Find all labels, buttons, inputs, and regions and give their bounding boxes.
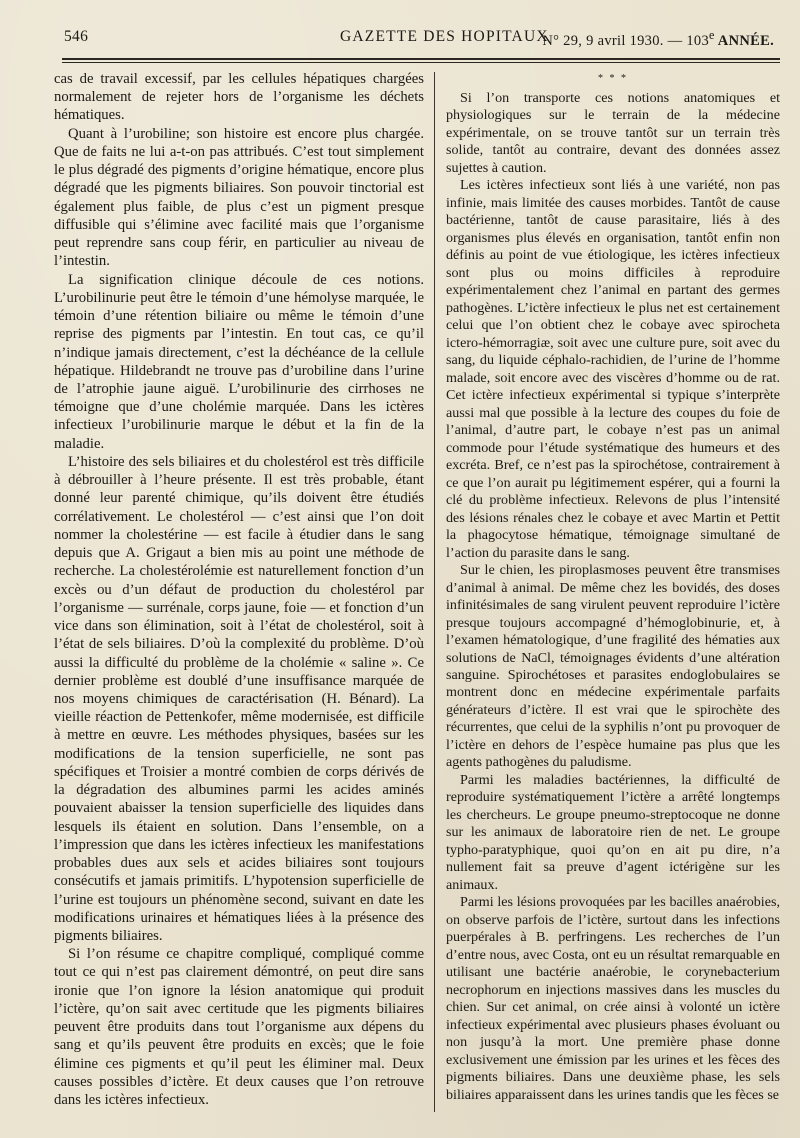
column-divider: [434, 72, 435, 1112]
journal-title: GAZETTE DES HOPITAUX: [340, 28, 549, 45]
paragraph: Parmi les lésions provoquées par les bacilles anaérobies, on observe parfois de l’ictère, surtout dans les infections puerpérales à B. perfringens. Les recherches de l’un d’entre nous, avec Costa, ont eu un résultat remarquable en utilisant une bactérie anaérobie, le corynebacterium necrophorum en injections massives dans les muscles du chien. Sur cet animal, on crée ainsi à volonté un ictère infectieux expérimental avec plusieurs phases évoluant ou non jusqu’à la mort. Une première phase donne exclusivement une émission par les urines et les fèces des pigments biliaires. Dans une deuxième phase, les sels biliaires apparaissent dans les urines tandis que les fèces se: [446, 894, 780, 1103]
paragraph: Les ictères infectieux sont liés à une variété, non pas infinie, mais limitée des causes morbides. Tantôt de cause bactérienne, tantôt de cause parasitaire, liés à des organismes plus élevés en organisation, tantôt enfin non définis au point de vue étiologique, les ictères infectieux sont plus ou moins difficiles à reproduire expérimentalement chez l’animal en partant des germes pathogènes. L’ictère infectieux le plus net est certainement celui que l’on obtient chez le cobaye avec spirocheta ictero-hémorragiæ, soit avec une culture pure, soit avec du sang, du liquide céphalo-rachidien, de l’urine de l’homme malade, soit encore avec des viscères d’homme ou de rat. Cet ictère infectieux expérimental si typique s’interprète aussi mal que possible à la lecture des coupes du foie de l’animal, d’autre part, le cobaye n’est pas un animal commode pour l’étude systématique des humeurs et des excréta. Bref, ce n’est pas la spirochétose, contrairement à ce que l’on aurait pu légitimement espérer, qui a fourni la clé du problème infectieux. Relevons de plus l’intensité des lésions rénales chez le cobaye et avec Martin et Pettit la phagocytose hématique, témoignage simultané de l’action du parasite dans le sang.: [446, 177, 780, 561]
issue-year-label: ANNÉE.: [714, 32, 774, 49]
page-header: [64, 26, 774, 48]
paragraph: cas de travail excessif, par les cellules hépatiques chargées normalement de rejeter hors de l’organisme les déchets hématiques.: [54, 71, 424, 124]
paragraph: L’histoire des sels biliaires et du cholestérol est très difficile à débrouiller à l’heure présente. Il est très probable, étant donné leur parenté chimique, qu’ils doivent être étudiés corrélativement. Le cholestérol — c’est ainsi que l’on doit nommer la cholestérine — est facile à étudier dans le sang depuis que A. Grigaut a bien mis au point une méthode de recherche. La cholestérolémie est naturellement fonction d’un excès ou d’un défaut de production du cholestérol par l’organisme — surrénale, corps jaune, foie — et fonction d’un vice dans son élimination, soit à l’état de cholestérol, soit à l’état de sels biliaires. D’où la complexité du problème. D’où aussi la difficulté du problème de la cholémie « saline ». Ce dernier problème est doublé d’une insuffisance marquée de nos moyens chimiques de caractérisation (H. Bénard). La vieille réaction de Pettenkofer, même modernisée, est difficile à mettre en œuvre. Les méthodes physiques, basées sur les modifications de la tension superficielle, ne sont pas spécifiques et Troisier a montré combien de corps dérivés de la dégradation des albumines parmi les acides aminés pouvaient abaisser la tension superficielle des liquides dans lesquels ils étaient en solution. Dans l’ensemble, on a l’impression que dans les ictères infectieux les manifestations probables dues aux sels et acides biliaires sont toujours consécutifs et jamais primitifs. L’hypotension superficielle de l’urine est toujours un phénomène second, suivant en date les modifications urinaires et hématiques liées à la présence des pigments biliaires.: [54, 453, 424, 945]
paragraph: Parmi les maladies bactériennes, la difficulté de reproduire systématiquement l’ictère a arrêté longtemps les chercheurs. Le groupe pneumo-streptocoque ne donne sur les animaux de laboratoire rien de net. Le groupe typho-paratyphique, quoi qu’on en ait pu dire, n’a nullement fait sa preuve d’agent ictérigène sur les animaux.: [446, 771, 780, 893]
left-column: [54, 70, 424, 1109]
issue-ordinal: e: [709, 28, 715, 42]
issue-info: [542, 28, 774, 50]
paragraph: Quant à l’urobiline; son histoire est encore plus chargée. Que de faits ne lui a-t-on pas attribués. C’est tout simplement le plus dégradé des pigments d’origine hématique, encore plus dégradé que les pigments biliaires. Son pouvoir tinctorial est également plus faible, de plus c’est un pigment presque diffusible qui s’élimine avec facilité mais que l’organisme peut reprendre sans coup férir, en particulier au niveau de l’intestin.: [54, 125, 424, 270]
right-column: [446, 70, 780, 1104]
paragraph: Si l’on transporte ces notions anatomiques et physiologiques sur le terrain de la médecine expérimentale, on se trouve tantôt sur un terrain très solide, tantôt au contraire, devant des données assez sujettes à caution.: [446, 90, 780, 176]
page-number: 546: [64, 28, 89, 45]
issue-date: N° 29, 9 avril 1930. — 103: [542, 32, 710, 49]
paragraph: Sur le chien, les piroplasmoses peuvent être transmises d’animal à animal. De même chez les bovidés, des doses infinitésimales de sang virulent peuvent reproduire l’ictère presque toujours accompagné d’hémoglobinurie, et, à l’examen hématologique, d’une fragilité des hématies aux solutions de NaCl, témoignages évidents d’une altération sanguine. Spirochétoses et parasites endoglobulaires se montrent donc en médecine expérimentale parfaits générateurs d’ictère. Il est vrai que le spirochète des récurrentes, que celui de la syphilis n’ont pu provoquer de l’ictère en dehors de l’espèce humaine pas plus que les agents pathogènes du paludisme.: [446, 562, 780, 771]
header-rule-thin: [62, 62, 780, 63]
section-separator: * * *: [598, 73, 628, 84]
paragraph: La signification clinique découle de ces notions. L’urobilinurie peut être le témoin d’une hémolyse marquée, le témoin d’une rétention biliaire ou même le témoin d’une reprise des pigments par l’intestin. En tout cas, ce qu’il n’indique jamais directement, c’est la déchéance de la cellule hépatique. Hildebrandt ne trouve pas d’urobiline dans l’urine de l’atrophie jaune aiguë. L’urobilinurie des cirrhoses ne témoigne que d’une cholémie marquée. Dans les ictères infectieux l’urobilinurie marque le début et la fin de la maladie.: [54, 271, 424, 452]
header-rule: [62, 58, 780, 60]
paragraph: Si l’on résume ce chapitre compliqué, compliqué comme tout ce qui n’est pas clairement démontré, on peut dire sans ironie que l’on ignore la lésion anatomique qui produit l’ictère, qu’on sait avec certitude que les pigments biliaires peuvent être produits dans tout l’organisme aux dépens du sang et qu’ils peuvent être produits en excès; que le foie élimine ces pigments et qu’il peut les éliminer mal. Deux causes possibles d’ictère. Et deux causes que l’on retrouve dans les ictères infectieux.: [54, 946, 424, 1109]
